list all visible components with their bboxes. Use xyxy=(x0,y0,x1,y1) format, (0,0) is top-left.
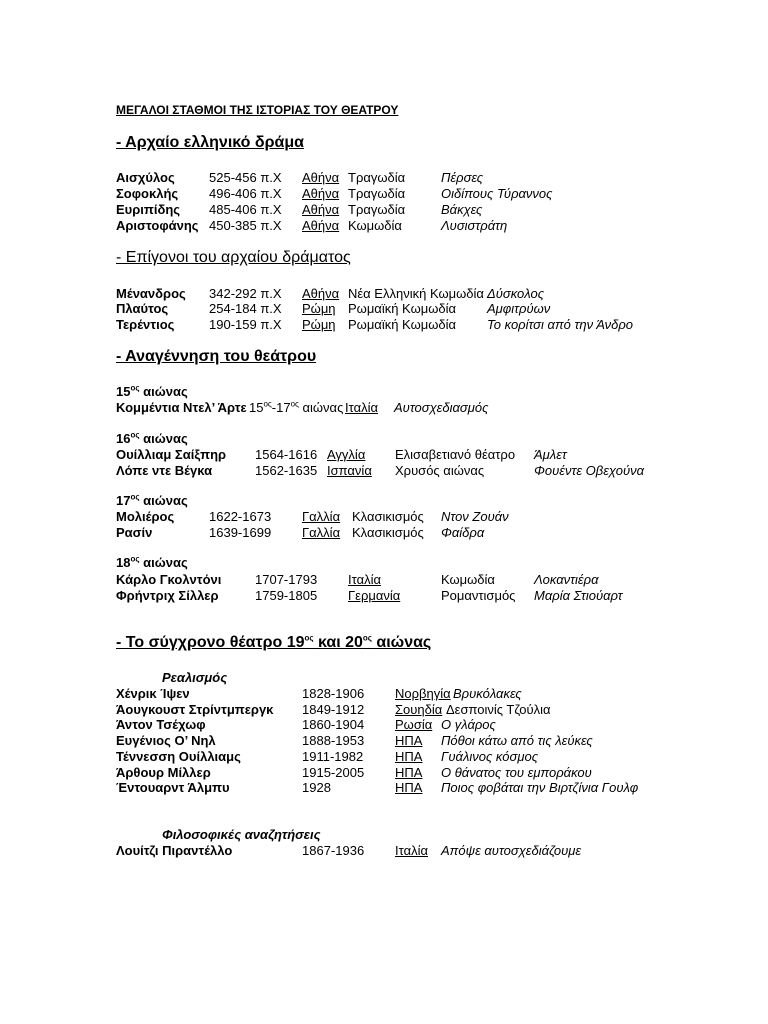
years: 1639-1699 xyxy=(209,525,272,540)
work: Απόψε αυτοσχεδιάζουμε xyxy=(441,843,582,858)
table-row xyxy=(0,702,768,718)
table-row xyxy=(0,218,768,234)
heading-part: και 20 xyxy=(313,634,363,651)
person-name: Φρήντριχ Σίλλερ xyxy=(116,588,219,603)
table-row xyxy=(0,170,768,186)
years: 1888-1953 xyxy=(302,733,365,748)
place: Ρώμη xyxy=(302,317,336,332)
genre: Ρωμαϊκή Κωμωδία xyxy=(348,317,456,332)
table-row xyxy=(0,400,768,416)
years: 1759-1805 xyxy=(255,588,318,603)
years: 1707-1793 xyxy=(255,572,318,587)
table-row xyxy=(0,843,768,859)
table-row xyxy=(0,463,768,479)
place: Ισπανία xyxy=(327,463,372,478)
century-word: αιώνας xyxy=(143,384,188,399)
work: Το κορίτσι από την Άνδρο xyxy=(487,317,634,332)
years: 342-292 π.Χ xyxy=(209,286,282,301)
years: 496-406 π.Χ xyxy=(209,186,282,201)
century-15-label xyxy=(116,384,188,400)
place: Ρωσία xyxy=(395,717,433,732)
place: Αθήνα xyxy=(302,202,340,217)
table-row xyxy=(0,286,768,302)
years: 1928 xyxy=(302,780,331,795)
years: 1915-2005 xyxy=(302,765,365,780)
century-17-label xyxy=(116,493,188,509)
years: 525-456 π.Χ xyxy=(209,170,282,185)
heading-part: αιώνας xyxy=(371,634,432,651)
person-name: Σοφοκλής xyxy=(116,186,179,201)
century-18-label xyxy=(116,555,188,571)
ordinal-suffix: ος xyxy=(130,492,140,502)
years: 190-159 π.Χ xyxy=(209,317,282,332)
genre: Κλασικισμός xyxy=(352,509,424,524)
years: 485-406 π.Χ xyxy=(209,202,282,217)
genre: Τραγωδία xyxy=(348,202,406,217)
person-name: Ρασίν xyxy=(116,525,153,540)
table-row xyxy=(0,572,768,588)
work: Βάκχες xyxy=(441,202,483,217)
table-row xyxy=(0,186,768,202)
work: Οιδίπους Τύραννος xyxy=(441,186,553,201)
genre: Κωμωδία xyxy=(348,218,402,233)
century-word: αιώνας xyxy=(143,493,188,508)
table-row xyxy=(0,301,768,317)
person-name: Λόπε ντε Βέγκα xyxy=(116,463,213,478)
table-row xyxy=(0,588,768,604)
heading-ancient-drama: - Αρχαίο ελληνικό δράμα xyxy=(116,134,304,151)
person-name: Άντον Τσέχωφ xyxy=(116,717,206,732)
years: 1828-1906 xyxy=(302,686,365,701)
ordinal-suffix: ος xyxy=(290,399,299,409)
work: Άμλετ xyxy=(534,447,567,462)
person-name: Τέννεσση Ουίλλιαμς xyxy=(116,749,241,764)
heading-renaissance: - Αναγέννηση του θεάτρου xyxy=(116,348,317,365)
person-name: Άουγκουστ Στρίντμπεργκ xyxy=(116,702,274,717)
table-row xyxy=(0,733,768,749)
work: Αυτοσχεδιασμός xyxy=(394,400,489,415)
years: 1860-1904 xyxy=(302,717,365,732)
genre: Ρωμαϊκή Κωμωδία xyxy=(348,301,456,316)
work: Δεσποινίς Τζούλια xyxy=(446,702,551,717)
document-title: ΜΕΓΑΛΟΙ ΣΤΑΘΜΟΙ ΤΗΣ ΙΣΤΟΡΙΑΣ ΤΟΥ ΘΕΑΤΡΟΥ xyxy=(116,103,399,117)
work: Πόθοι κάτω από τις λεύκες xyxy=(441,733,593,748)
place: Αθήνα xyxy=(302,170,340,185)
century-word: αιώνας xyxy=(298,400,344,415)
years xyxy=(249,400,343,416)
person-name: Κάρλο Γκολντόνι xyxy=(116,572,222,587)
person-name: Πλαύτος xyxy=(116,301,169,316)
work: Λοκαντιέρα xyxy=(534,572,599,587)
ordinal-suffix: ος xyxy=(130,430,140,440)
person-name: Κομμέντια Ντελ’ Άρτε xyxy=(116,400,247,415)
century-word: αιώνας xyxy=(143,555,188,570)
place: Ιταλία xyxy=(345,400,378,415)
table-row xyxy=(0,765,768,781)
person-name: Λουίτζι Πιραντέλλο xyxy=(116,843,233,858)
century-16-label xyxy=(116,431,188,447)
years: 254-184 π.Χ xyxy=(209,301,282,316)
subheading-philosophy: Φιλοσοφικές αναζητήσεις xyxy=(162,827,321,842)
person-name: Αριστοφάνης xyxy=(116,218,199,233)
person-name: Ουίλλιαμ Σαίξπηρ xyxy=(116,447,227,462)
place: Αθήνα xyxy=(302,286,340,301)
place: Ιταλία xyxy=(395,843,428,858)
ordinal-suffix: ος xyxy=(304,633,314,643)
century-end: -17 xyxy=(271,400,291,415)
work: Φουέντε Οβεχούνα xyxy=(534,463,645,478)
work: Μαρία Στιούαρτ xyxy=(534,588,623,603)
years: 450-385 π.Χ xyxy=(209,218,282,233)
table-row xyxy=(0,749,768,765)
century-number: 15 xyxy=(116,384,131,399)
genre: Ρομαντισμός xyxy=(441,588,516,603)
place: Γερμανία xyxy=(348,588,401,603)
place: ΗΠΑ xyxy=(395,780,423,795)
person-name: Τερέντιος xyxy=(116,317,175,332)
century-number: 17 xyxy=(116,493,131,508)
person-name: Άρθουρ Μίλλερ xyxy=(116,765,211,780)
place: ΗΠΑ xyxy=(395,749,423,764)
table-row xyxy=(0,686,768,702)
heading-modern-theatre xyxy=(116,633,431,653)
work: Αμφιτρύων xyxy=(487,301,551,316)
person-name: Ευγένιος Ο’ Νηλ xyxy=(116,733,216,748)
ordinal-suffix: ος xyxy=(263,399,272,409)
place: Γαλλία xyxy=(302,525,341,540)
ordinal-suffix: ος xyxy=(130,554,140,564)
years: 1849-1912 xyxy=(302,702,365,717)
place: ΗΠΑ xyxy=(395,733,423,748)
genre: Τραγωδία xyxy=(348,170,406,185)
genre: Κωμωδία xyxy=(441,572,495,587)
ordinal-suffix: ος xyxy=(130,383,140,393)
work: Πέρσες xyxy=(441,170,484,185)
table-row xyxy=(0,780,768,796)
work: Ποιος φοβάται την Βιρτζίνια Γουλφ xyxy=(441,780,639,795)
century-start: 15 xyxy=(249,400,264,415)
work: Ο γλάρος xyxy=(441,717,496,732)
table-row xyxy=(0,202,768,218)
century-number: 18 xyxy=(116,555,131,570)
subheading-realism: Ρεαλισμός xyxy=(162,670,228,685)
genre: Νέα Ελληνική Κωμωδία xyxy=(348,286,484,301)
years: 1911-1982 xyxy=(302,749,364,764)
work: Ντον Ζουάν xyxy=(441,509,509,524)
place: Νορβηγία xyxy=(395,686,451,701)
century-word: αιώνας xyxy=(143,431,188,446)
person-name: Μένανδρος xyxy=(116,286,186,301)
years: 1564-1616 xyxy=(255,447,318,462)
years: 1562-1635 xyxy=(255,463,318,478)
ordinal-suffix: ος xyxy=(362,633,372,643)
heading-successors: - Επίγονοι του αρχαίου δράματος xyxy=(116,249,351,266)
work: Φαίδρα xyxy=(441,525,485,540)
genre: Ελισαβετιανό θέατρο xyxy=(395,447,516,462)
work: Ο θάνατος του εμποράκου xyxy=(441,765,592,780)
person-name: Ευριπίδης xyxy=(116,202,181,217)
place: Αθήνα xyxy=(302,218,340,233)
genre: Κλασικισμός xyxy=(352,525,424,540)
place: Αγγλία xyxy=(327,447,366,462)
person-name: Έντουαρντ Άλμπυ xyxy=(116,780,230,795)
years: 1867-1936 xyxy=(302,843,365,858)
genre: Χρυσός αιώνας xyxy=(395,463,485,478)
place: ΗΠΑ xyxy=(395,765,423,780)
table-row xyxy=(0,717,768,733)
person-name: Αισχύλος xyxy=(116,170,175,185)
place: Γαλλία xyxy=(302,509,341,524)
place: Σουηδία xyxy=(395,702,443,717)
table-row xyxy=(0,525,768,541)
heading-part: - Το σύγχρονο θέατρο 19 xyxy=(116,634,305,651)
person-name: Χένρικ Ίψεν xyxy=(116,686,190,701)
place: Ιταλία xyxy=(348,572,381,587)
years: 1622-1673 xyxy=(209,509,272,524)
work: Βρυκόλακες xyxy=(453,686,522,701)
table-row xyxy=(0,317,768,333)
genre: Τραγωδία xyxy=(348,186,406,201)
work: Λυσιστράτη xyxy=(441,218,508,233)
table-row xyxy=(0,447,768,463)
work: Δύσκολος xyxy=(487,286,545,301)
century-number: 16 xyxy=(116,431,131,446)
place: Ρώμη xyxy=(302,301,336,316)
table-row xyxy=(0,509,768,525)
work: Γυάλινος κόσμος xyxy=(441,749,539,764)
person-name: Μολιέρος xyxy=(116,509,175,524)
place: Αθήνα xyxy=(302,186,340,201)
